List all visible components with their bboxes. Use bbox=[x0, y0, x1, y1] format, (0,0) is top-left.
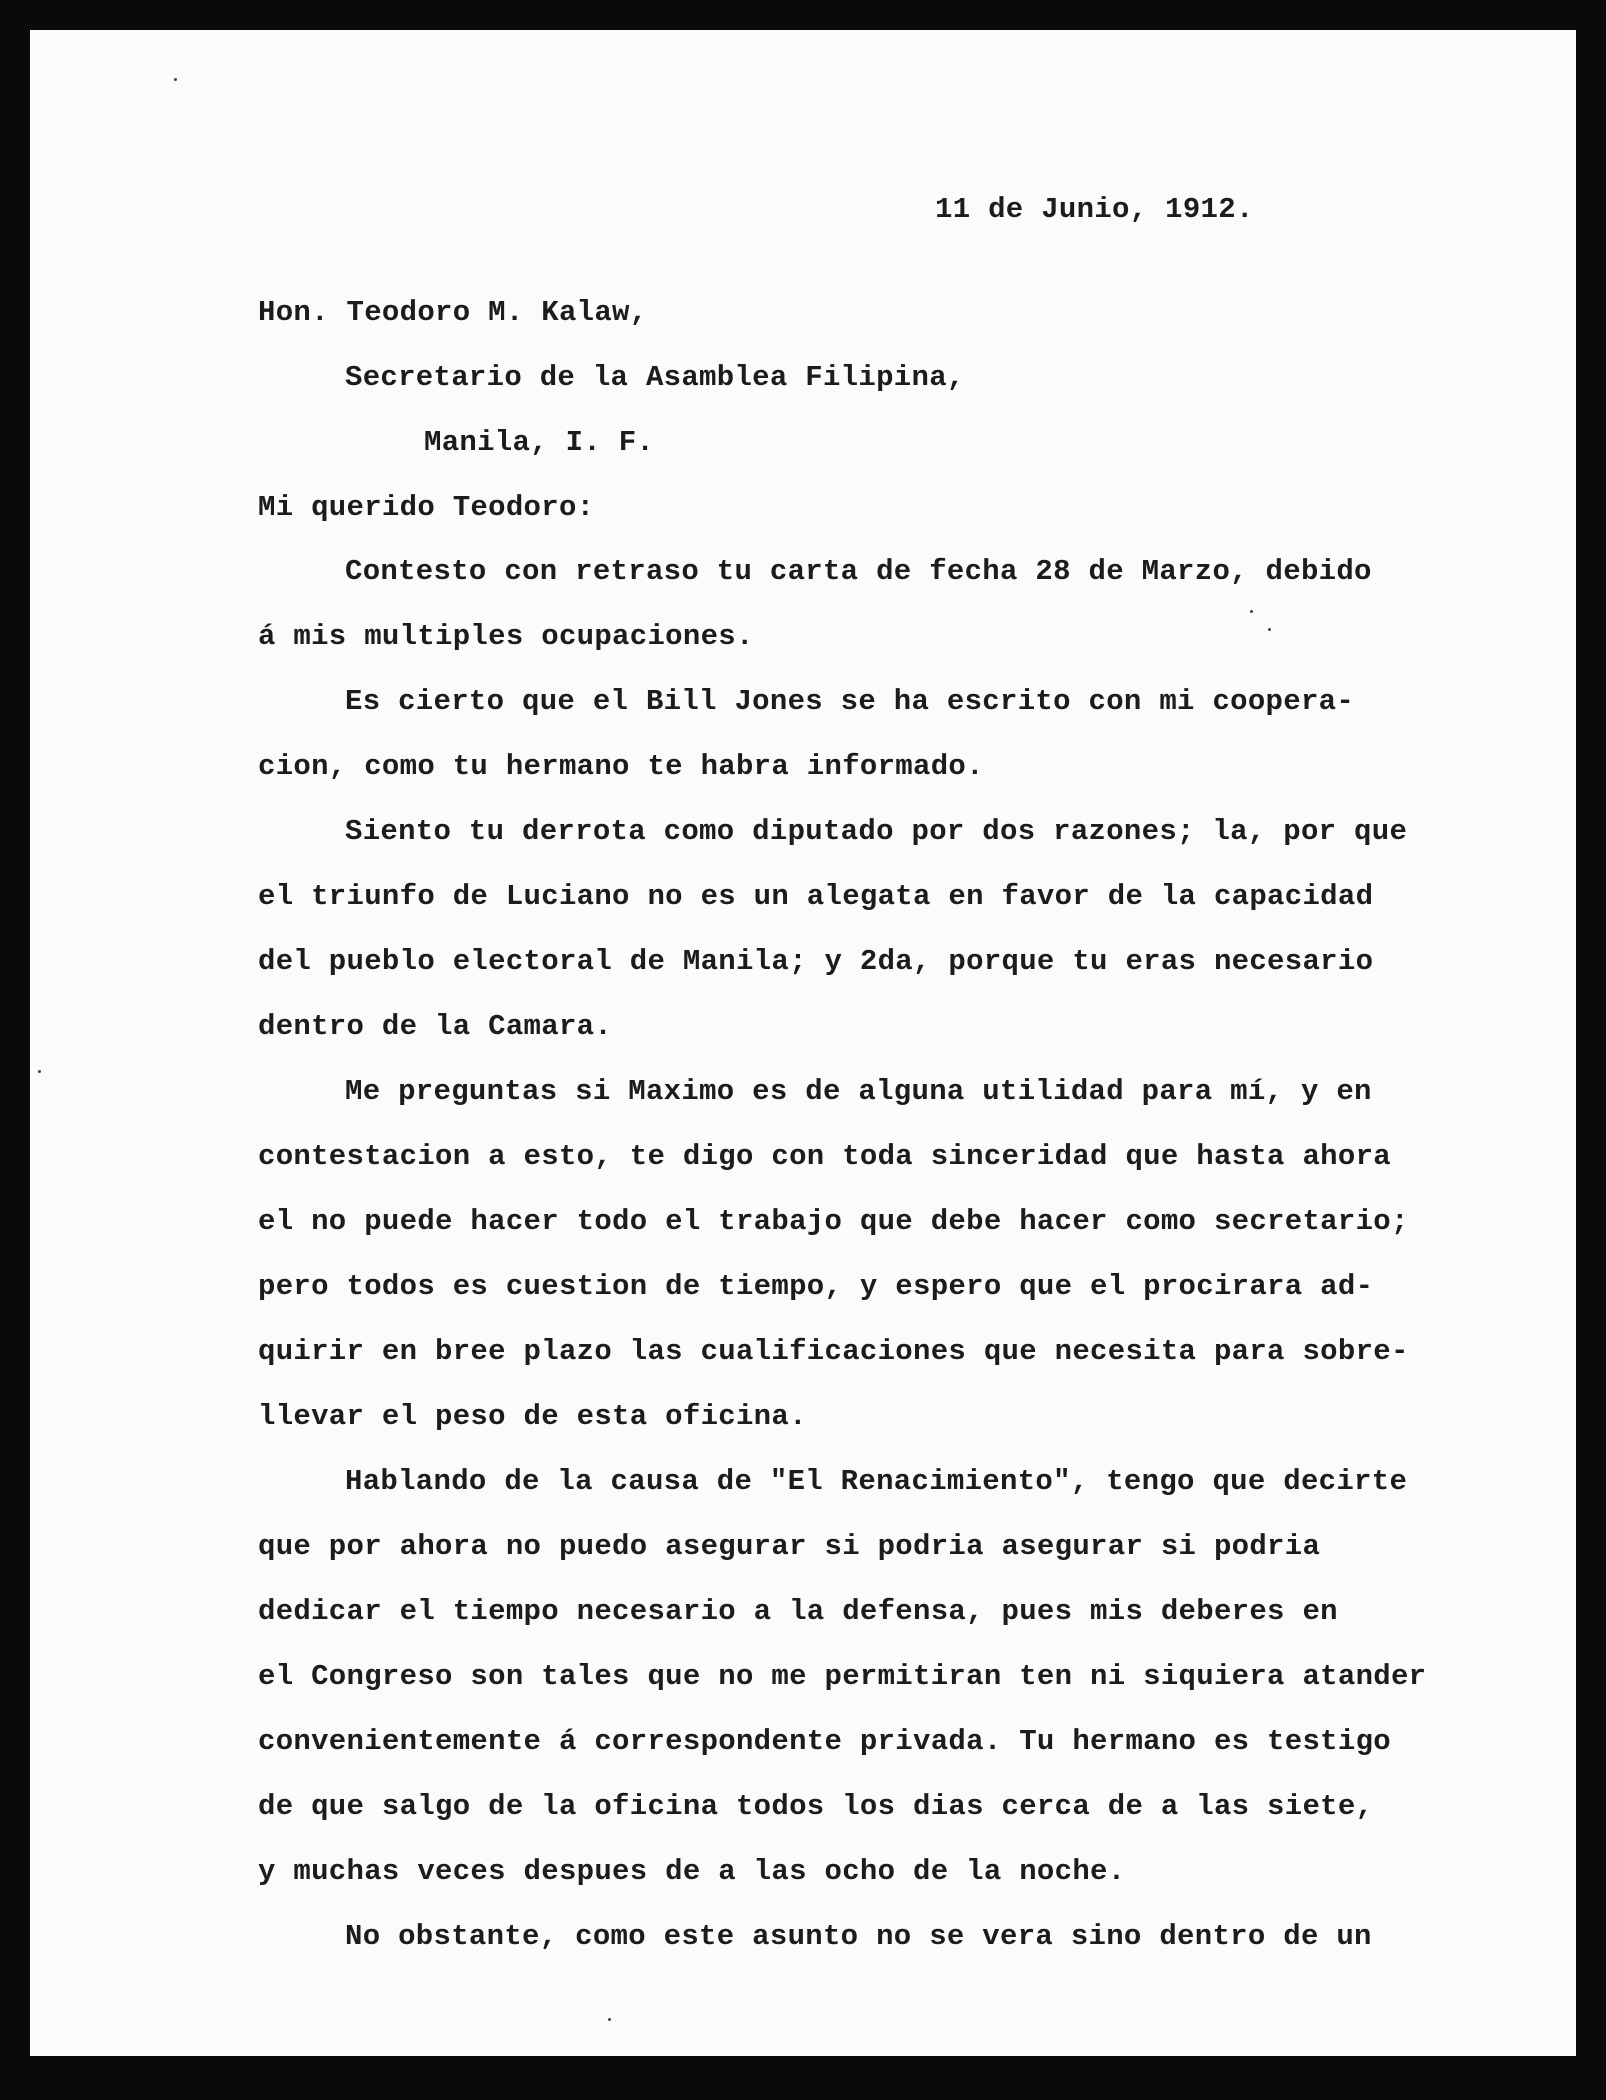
letter-page bbox=[30, 30, 1576, 2056]
body-line: Hablando de la causa de "El Renacimiento", tengo que decirte bbox=[345, 1465, 1408, 1498]
scan-speck bbox=[608, 2018, 611, 2021]
body-line: del pueblo electoral de Manila; y 2da, porque tu eras necesario bbox=[258, 945, 1374, 978]
body-line: pero todos es cuestion de tiempo, y espero que el procirara ad- bbox=[258, 1270, 1374, 1303]
body-line: convenientemente á correspondente privada. Tu hermano es testigo bbox=[258, 1725, 1391, 1758]
body-line: dedicar el tiempo necesario a la defensa, pues mis deberes en bbox=[258, 1595, 1338, 1628]
body-line: el no puede hacer todo el trabajo que debe hacer como secretario; bbox=[258, 1205, 1409, 1238]
body-line: á mis multiples ocupaciones. bbox=[258, 620, 754, 653]
body-line: Me preguntas si Maximo es de alguna utilidad para mí, y en bbox=[345, 1075, 1372, 1108]
scan-speck bbox=[1250, 610, 1253, 613]
body-line: Contesto con retraso tu carta de fecha 28 de Marzo, debido bbox=[345, 555, 1372, 588]
body-line: quirir en bree plazo las cualificaciones que necesita para sobre- bbox=[258, 1335, 1409, 1368]
recipient-location: Manila, I. F. bbox=[424, 426, 655, 459]
body-line: Siento tu derrota como diputado por dos razones; la, por que bbox=[345, 815, 1408, 848]
body-line: contestacion a esto, te digo con toda sinceridad que hasta ahora bbox=[258, 1140, 1391, 1173]
body-line: Es cierto que el Bill Jones se ha escrito con mi coopera- bbox=[345, 685, 1355, 718]
recipient-name: Hon. Teodoro M. Kalaw, bbox=[258, 296, 648, 329]
body-line: cion, como tu hermano te habra informado. bbox=[258, 750, 984, 783]
body-line: el Congreso son tales que no me permitiran ten ni siquiera atander bbox=[258, 1660, 1427, 1693]
body-line: de que salgo de la oficina todos los dias cerca de a las siete, bbox=[258, 1790, 1374, 1823]
body-line: el triunfo de Luciano no es un alegata en favor de la capacidad bbox=[258, 880, 1374, 913]
scan-speck bbox=[38, 1070, 41, 1073]
letter-date: 11 de Junio, 1912. bbox=[935, 193, 1254, 226]
body-line: y muchas veces despues de a las ocho de la noche. bbox=[258, 1855, 1126, 1888]
scan-speck bbox=[174, 78, 177, 81]
body-line: dentro de la Camara. bbox=[258, 1010, 613, 1043]
body-line: llevar el peso de esta oficina. bbox=[258, 1400, 807, 1433]
salutation: Mi querido Teodoro: bbox=[258, 491, 595, 524]
scan-speck bbox=[1268, 628, 1271, 631]
body-line: No obstante, como este asunto no se vera sino dentro de un bbox=[345, 1920, 1372, 1953]
recipient-title: Secretario de la Asamblea Filipina, bbox=[345, 361, 965, 394]
body-line: que por ahora no puedo asegurar si podria asegurar si podria bbox=[258, 1530, 1321, 1563]
